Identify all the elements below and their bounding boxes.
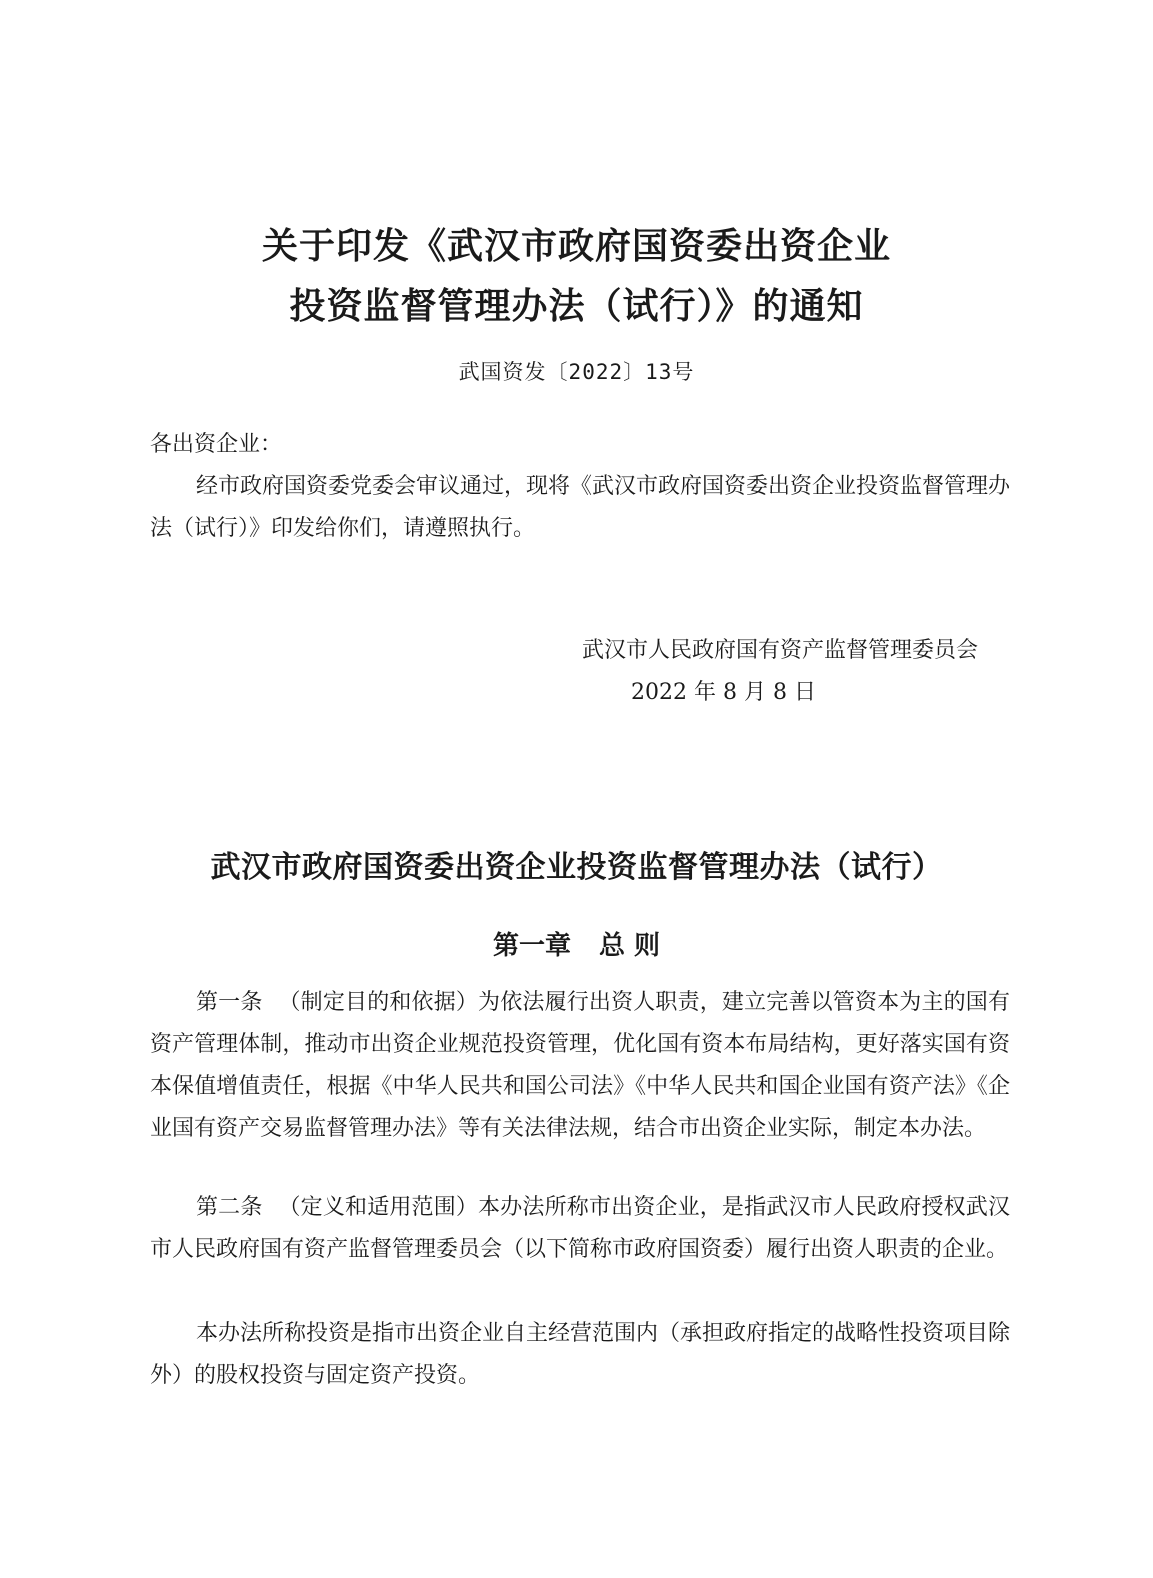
notice-title-line-1: 关于印发《武汉市政府国资委出资企业 [261, 226, 891, 267]
signature-date: 2022 年 8 月 8 日 [631, 680, 816, 705]
article-number: 第一条 [196, 990, 263, 1015]
article-text: （制定目的和依据）为依法履行出资人职责，建立完善以管资本为主的国有资产管理体制，推动市出资企业规范投资管理，优化国有资本布局结构，更好落实国有资本保值增值责任，根据《中华人民共和国公司法》《中华人民共和国企业国有资产法》《企业国有资产交易监督管理办法》等有关法律法规，结合市出资企业实际，制定本办法。 [150, 990, 1010, 1141]
article-number: 第二条 [196, 1195, 263, 1220]
chapter-number: 第一章 [492, 931, 571, 961]
article-paragraph: 本办法所称投资是指市出资企业自主经营范围内（承担政府指定的战略性投资项目除外）的股权投资与固定资产投资。 [150, 1321, 1011, 1388]
article-text: （定义和适用范围）本办法所称市出资企业，是指武汉市人民政府授权武汉市人民政府国有资产监督管理委员会（以下简称市政府国资委）履行出资人职责的企业。 [150, 1195, 1010, 1262]
signature-organization: 武汉市人民政府国有资产监督管理委员会 [581, 638, 978, 663]
chapter-name: 总 则 [598, 931, 661, 961]
chapter-heading [0, 925, 1153, 962]
document-number: 武国资发〔2022〕13号 [458, 360, 695, 384]
notice-title-line-2: 投资监督管理办法（试行）》的通知 [289, 286, 864, 327]
notice-body-paragraph: 经市政府国资委党委会审议通过，现将《武汉市政府国资委出资企业投资监督管理办法（试行）》印发给你们，请遵照执行。 [150, 474, 1011, 541]
salutation: 各出资企业： [150, 432, 283, 457]
measures-title: 武汉市政府国资委出资企业投资监督管理办法（试行） [210, 850, 943, 885]
article-paragraph [150, 1187, 1010, 1271]
article-paragraph [150, 982, 1010, 1150]
